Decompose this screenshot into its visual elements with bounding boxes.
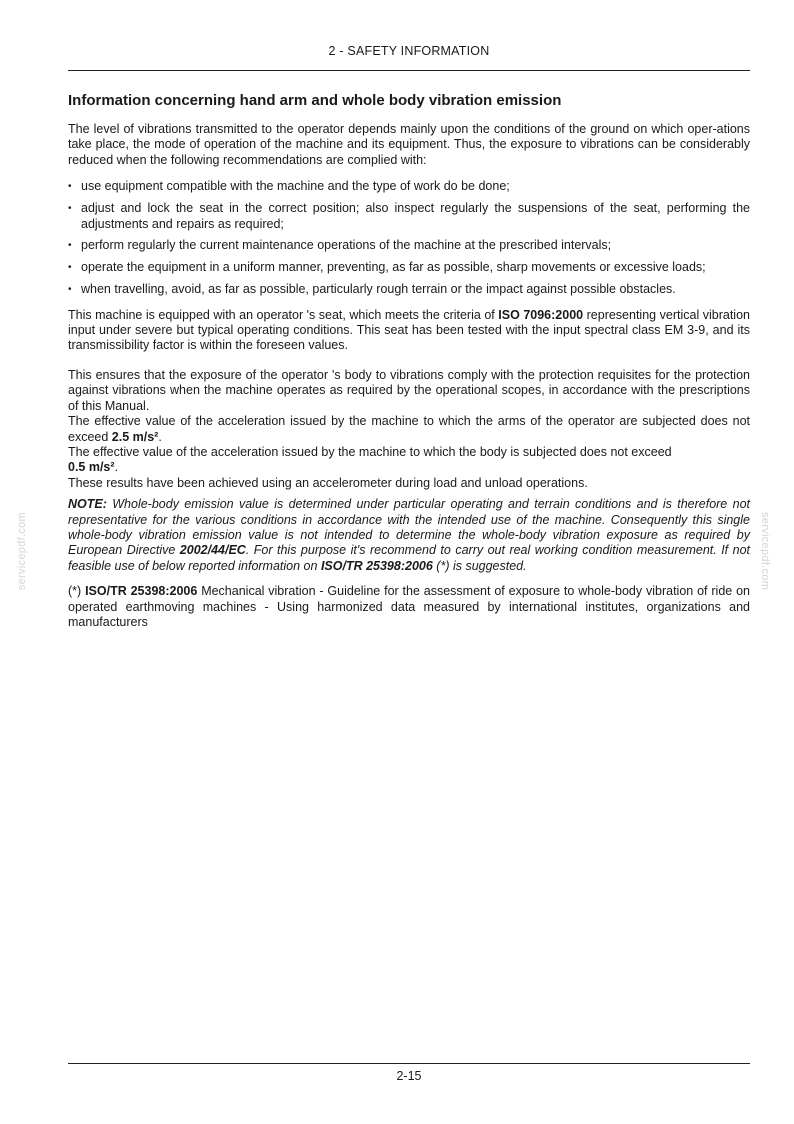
bullet-icon: • bbox=[68, 284, 72, 296]
bullet-icon: • bbox=[68, 262, 72, 274]
directive-reference: 2002/44/EC bbox=[179, 543, 246, 558]
page-content bbox=[68, 92, 750, 630]
body-acceleration-value: 0.5 m/s² bbox=[68, 460, 115, 475]
exposure-paragraph: This ensures that the exposure of the operator 's body to vibrations comply with the protection requisites for the protection against vibrations when the machine operates as required by the operational scopes, in accordance with the prescriptions of this Manual. bbox=[68, 367, 750, 413]
iso-tr-reference: ISO/TR 25398:2006 bbox=[320, 558, 433, 573]
header-divider bbox=[68, 70, 750, 71]
results-paragraph: These results have been achieved using an accelerometer during load and unload operations. bbox=[68, 475, 588, 490]
bullet-icon: • bbox=[68, 203, 72, 215]
section-heading: Information concerning hand arm and whole body vibration emission bbox=[68, 92, 562, 109]
list-item: • when travelling, avoid, as far as possible, particularly rough terrain or the impact against possible obstacles. bbox=[68, 282, 676, 297]
note-label: NOTE: bbox=[68, 497, 107, 512]
list-item: • operate the equipment in a uniform manner, preventing, as far as possible, sharp movements or excessive loads; bbox=[68, 260, 706, 275]
arms-acceleration-paragraph: The effective value of the acceleration issued by the machine to which the arms of the operator are subjected does not exceed 2.5 m/s². bbox=[68, 414, 750, 444]
seat-paragraph: This machine is equipped with an operator 's seat, which meets the criteria of ISO 7096:2000 representing vertical vibration input under severe but typical operating conditions. This seat has been tested with the input spectral class EM 3-9, and its transmissibility factor is within the foreseen values. bbox=[68, 307, 750, 353]
intro-paragraph: The level of vibrations transmitted to the operator depends mainly upon the conditions of the ground on which oper-ations take place, the mode of operation of the machine and its equipment. Thus, the exposure to vibrations can be considerably reduced when the following recommendations are complied with: bbox=[68, 122, 750, 167]
bullet-icon: • bbox=[68, 181, 72, 193]
list-item: • perform regularly the current maintenance operations of the machine at the prescribed intervals; bbox=[68, 238, 612, 253]
footnote-standard: ISO/TR 25398:2006 bbox=[85, 584, 198, 599]
section-header: 2 - SAFETY INFORMATION bbox=[328, 44, 490, 58]
list-item: • adjust and lock the seat in the correct position; also inspect regularly the suspensions of the seat, performing the adjustments and repairs as required; bbox=[68, 201, 750, 231]
exposure-block bbox=[68, 368, 750, 491]
recommendation-list bbox=[68, 179, 750, 297]
watermark-left: servicepdf.com bbox=[16, 512, 28, 591]
body-acceleration-paragraph: The effective value of the acceleration issued by the machine to which the body is subjected does not exceed 0.5 m/s². bbox=[68, 444, 672, 475]
watermark-right: servicepdf.com bbox=[759, 512, 771, 591]
list-item: • use equipment compatible with the machine and the type of work do be done; bbox=[68, 179, 510, 194]
note-paragraph: NOTE: Whole-body emission value is determined under particular operating and terrain conditions and is therefore not representative for the various conditions in accordance with the intended use of the machine. Consequently this single whole-body vibration emission value is not intended to determine the whole-body vibration exposure as required by European Directive 2002/44/EC. For this purpose it's recommend to carry out real working condition measurement. If not feasible use of below reported information on ISO/TR 25398:2006 (*) is suggested. bbox=[68, 497, 750, 573]
bullet-icon: • bbox=[68, 240, 72, 252]
arms-acceleration-value: 2.5 m/s² bbox=[111, 429, 159, 444]
footer-divider bbox=[68, 1063, 750, 1064]
page-number: 2-15 bbox=[396, 1069, 422, 1083]
iso-7096-standard: ISO 7096:2000 bbox=[498, 307, 584, 322]
footnote-paragraph: (*) ISO/TR 25398:2006 Mechanical vibration - Guideline for the assessment of exposure to whole-body vibration of ride on operated earthmoving machines - Using harmonized data measured by international institutes, organizations and manufacturers bbox=[68, 584, 750, 629]
